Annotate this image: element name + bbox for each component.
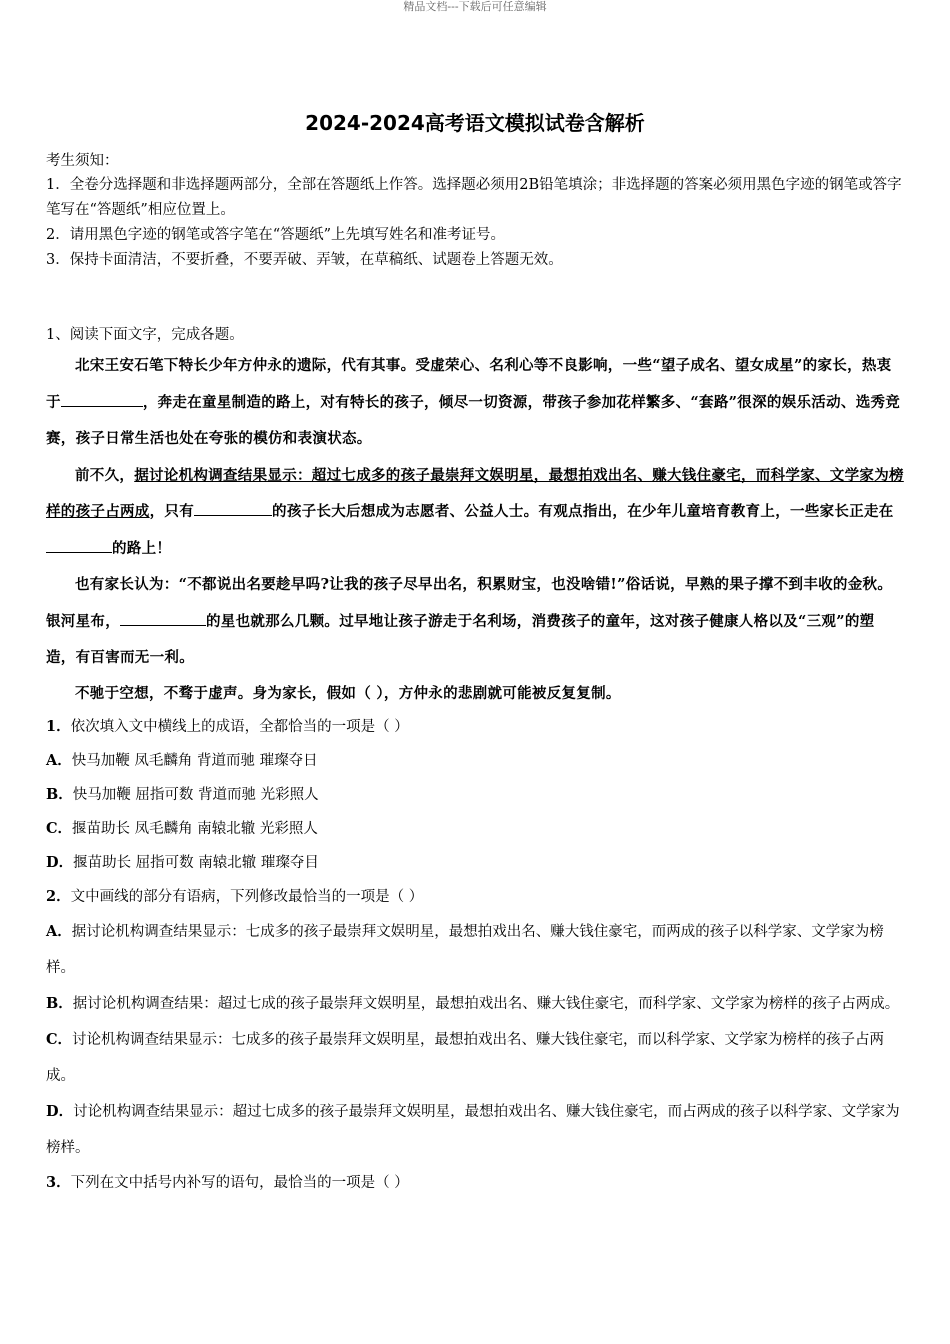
option-label: B． <box>46 785 73 803</box>
option-a <box>46 914 904 986</box>
passage-paragraph-4: 不驰于空想，不骛于虚声。身为家长，假如（ ），方仲永的悲剧就可能被反复复制。 <box>75 684 621 702</box>
option-c <box>46 812 904 846</box>
option-d <box>46 846 904 880</box>
question-number: 3． <box>46 1173 71 1191</box>
option-label: A． <box>46 922 72 940</box>
page-title: 2024-2024高考语文模拟试卷含解析 <box>305 111 645 135</box>
option-text: 快马加鞭 凤毛麟角 背道而驰 璀璨夺日 <box>71 752 318 769</box>
fill-blank <box>194 503 272 516</box>
question-stem: 下列在文中括号内补写的语句，最恰当的一项是（ ） <box>70 1174 409 1191</box>
passage-text: ，奔走在童星制造的路上，对有特长的孩子，倾尽一切资源，带孩子参加花样繁多、“套路”很深的娱乐活动、选秀竞赛，孩子日常生活也处在夸张的模仿和表演状态。 <box>46 393 901 447</box>
option-text: 据讨论机构调查结果：超过七成的孩子最崇拜文娱明星，最想拍戏出名、赚大钱住豪宅，而科学家、文学家为榜样的孩子占两成。 <box>72 995 900 1012</box>
header-note: 精品文档---下载后可任意编辑 <box>403 0 547 13</box>
fill-blank <box>46 540 112 553</box>
underlined-sentence: 据讨论机构调查结果显示：超过七成多的孩子最崇拜文娱明星，最想拍戏出名、赚大钱住豪宅，而科学家、文学家为榜样的孩子占两成 <box>46 466 904 520</box>
passage-text: 北宋王安石笔下特长少年方仲永的遗际，代有其事。受虚荣心、名利心等不良影响，一些“望子成名、望女成星”的家长，热衷于 <box>46 357 892 411</box>
option-label: C． <box>46 1030 73 1048</box>
fill-blank <box>120 613 206 626</box>
question-3 <box>46 1166 904 1200</box>
option-d <box>46 1094 904 1166</box>
option-text: 快马加鞭 屈指可数 背道而驰 光彩照人 <box>72 786 319 803</box>
option-text: 讨论机构调查结果显示：超过七成多的孩子最崇拜文娱明星，最想拍戏出名、赚大钱住豪宅，而占两成的孩子以科学家、文学家为榜样。 <box>46 1103 900 1156</box>
passage-paragraph-2 <box>46 458 904 568</box>
option-label: A． <box>46 751 72 769</box>
question-1 <box>46 710 904 744</box>
option-b <box>46 778 904 812</box>
question-number: 2． <box>46 887 71 905</box>
fill-blank <box>61 394 143 407</box>
question-number: 1． <box>46 717 71 735</box>
option-label: D． <box>46 853 74 871</box>
passage-text: 前不久， <box>75 466 135 484</box>
notice-item: 1．全卷分选择题和非选择题两部分，全部在答题纸上作答。选择题必须用2B铅笔填涂；非选择题的答案必须用黑色字迹的钢笔或答字笔写在“答题纸”相应位置上。 <box>46 177 902 218</box>
passage-text: 的星也就那么几颗。过早地让孩子游走于名利场，消费孩子的童年，这对孩子健康人格以及“三观”的塑造，有百害而无一利。 <box>46 612 875 666</box>
passage-paragraph-3 <box>46 567 904 677</box>
option-a <box>46 744 904 778</box>
passage-text: ，只有 <box>149 503 195 520</box>
option-label: D． <box>46 1102 74 1120</box>
question-stem: 依次填入文中横线上的成语，全都恰当的一项是（ ） <box>70 718 409 735</box>
option-text: 讨论机构调查结果显示：七成多的孩子最崇拜文娱明星，最想拍戏出名、赚大钱住豪宅，而以科学家、文学家为榜样的孩子占两成。 <box>46 1031 885 1084</box>
notice-item: 2．请用黑色字迹的钢笔或答字笔在“答题纸”上先填写姓名和准考证号。 <box>46 227 506 243</box>
option-b <box>46 986 904 1022</box>
option-text: 揠苗助长 凤毛麟角 南辕北辙 光彩照人 <box>72 820 318 837</box>
question-stem: 文中画线的部分有语病，下列修改最恰当的一项是（ ） <box>70 888 424 905</box>
passage-paragraph-1 <box>46 348 904 458</box>
passage-text: 也有家长认为：“不都说出名要趁早吗?让我的孩子尽早出名，积累财宝，也没啥错!”俗话说，早熟的果子撑不到丰收的金秋。银河星布， <box>46 576 893 630</box>
option-text: 据讨论机构调查结果显示：七成多的孩子最崇拜文娱明星，最想拍戏出名、赚大钱住豪宅，而两成的孩子以科学家、文学家为榜样。 <box>46 923 884 976</box>
passage-text: 的孩子长大后想成为志愿者、公益人士。有观点指出，在少年儿童培育教育上，一些家长正走在 <box>272 503 894 520</box>
option-c <box>46 1022 904 1094</box>
option-label: C． <box>46 819 73 837</box>
option-label: B． <box>46 994 73 1012</box>
document-body <box>46 150 904 1200</box>
option-text: 揠苗助长 屈指可数 南辕北辙 璀璨夺目 <box>73 854 319 871</box>
notice-heading: 考生须知： <box>46 153 119 169</box>
passage-text: 的路上！ <box>112 539 172 557</box>
section-heading: 1、阅读下面文字，完成各题。 <box>46 327 244 343</box>
notice-item: 3．保持卡面清洁，不要折叠，不要弄破、弄皱，在草稿纸、试题卷上答题无效。 <box>46 252 563 268</box>
question-2 <box>46 880 904 914</box>
